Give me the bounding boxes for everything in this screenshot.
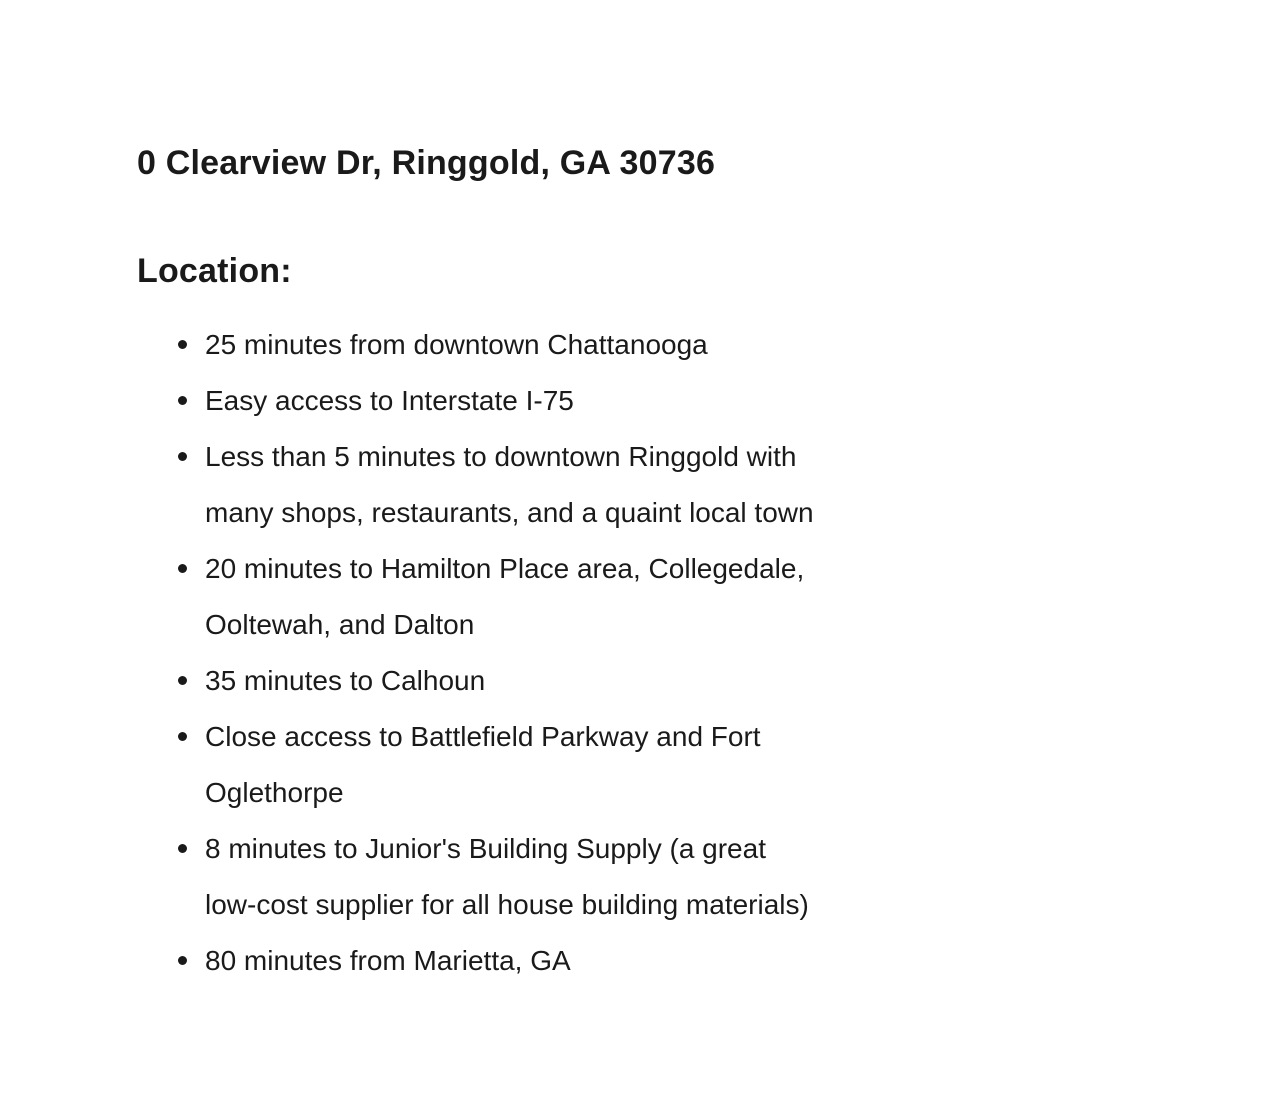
list-item bbox=[137, 821, 1275, 933]
list-item bbox=[137, 933, 1275, 989]
list-item bbox=[137, 373, 1275, 429]
bullet-icon bbox=[178, 396, 187, 405]
list-item-text: Less than 5 minutes to downtown Ringgold with many shops, restaurants, and a quaint local town bbox=[205, 440, 814, 528]
bullet-icon bbox=[178, 844, 187, 853]
list-item bbox=[137, 653, 1275, 709]
bullet-icon bbox=[178, 452, 187, 461]
list-item-text: Easy access to Interstate I-75 bbox=[205, 384, 574, 416]
bullet-icon bbox=[178, 340, 187, 349]
bullet-icon bbox=[178, 732, 187, 741]
list-item-text: 20 minutes to Hamilton Place area, Collegedale, Ooltewah, and Dalton bbox=[205, 552, 805, 640]
location-list bbox=[137, 317, 1275, 989]
list-item-text: 8 minutes to Junior's Building Supply (a great low-cost supplier for all house building materials) bbox=[205, 832, 809, 920]
list-item-text: 35 minutes to Calhoun bbox=[205, 664, 486, 696]
list-item-text: 25 minutes from downtown Chattanooga bbox=[205, 328, 708, 360]
list-item-text: 80 minutes from Marietta, GA bbox=[205, 944, 571, 976]
list-item bbox=[137, 541, 1275, 653]
bullet-icon bbox=[178, 564, 187, 573]
list-item bbox=[137, 429, 1275, 541]
list-item bbox=[137, 317, 1275, 373]
page-title: 0 Clearview Dr, Ringgold, GA 30736 bbox=[137, 144, 716, 182]
bullet-icon bbox=[178, 676, 187, 685]
location-heading: Location: bbox=[137, 251, 292, 290]
list-item bbox=[137, 709, 1275, 821]
list-item-text: Close access to Battlefield Parkway and Fort Oglethorpe bbox=[205, 720, 761, 808]
bullet-icon bbox=[178, 956, 187, 965]
